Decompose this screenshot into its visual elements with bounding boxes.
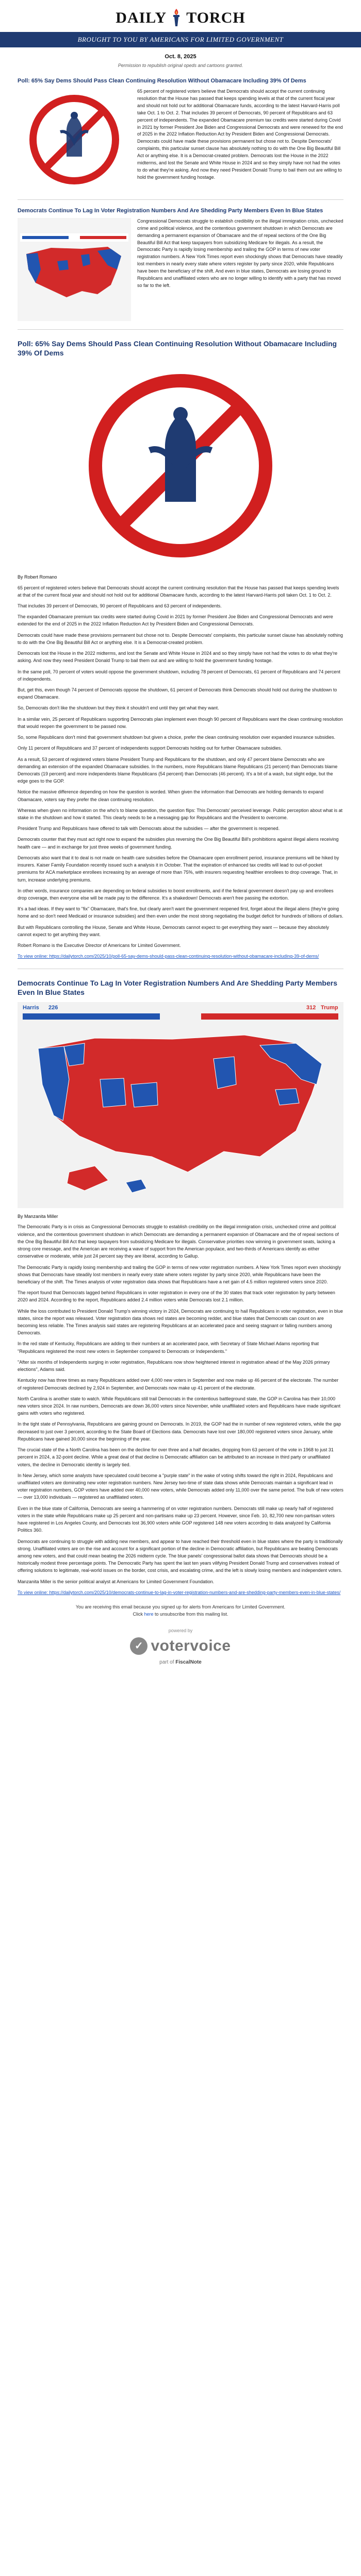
fiscalnote-credit [0, 1658, 361, 1666]
harris-votes: 226 [48, 1004, 58, 1011]
teaser-poll [18, 77, 343, 191]
paragraph: But, get this, even though 74 percent of Democrats oppose the shutdown, 61 percent of Democrats think Democrats should hold out during the shutdown to expand Obamacare. [18, 687, 337, 700]
paragraph: So, some Republicans don't mind that government shutdown but given a choice, prefer the clean continuing resolution over expanded insurance subsidies. [18, 735, 336, 740]
teaser-registration-image [18, 218, 131, 321]
article-poll-title[interactable]: Poll: 65% Say Dems Should Pass Clean Continuing Resolution Without Obamacare Including 39% Of Dems [18, 339, 337, 357]
teaser-registration [18, 207, 343, 321]
paragraph: In the same poll, 70 percent of voters would oppose the government shutdown, including 78 percent of Democrats, 61 percent of Republicans and 74 percent of independents. [18, 669, 340, 682]
unsubscribe-suffix: to unsubscribe from this mailing list. [153, 1612, 228, 1617]
unsubscribe-link[interactable]: here [144, 1612, 154, 1617]
paragraph: The crucial state of the a North Carolina has been on the decline for over three and a half decades, dropping from 63 percent of the vote in 1968 to just 31 percent in 2024, a 32-point decline. While a great deal of that decline is Democratic affiliation can be attributed to an increase in third party or unaffiliated voters, the decline in Democratic identity is largely tied. [18, 1447, 334, 1467]
trump-votes: 312 [306, 1004, 316, 1011]
article-registration-title[interactable]: Democrats Continue To Lag In Voter Registration Numbers And Are Shedding Party Members Even In Blue States [18, 978, 337, 996]
paragraph: In the tight state of Pennsylvania, Republicans are gaining ground on Democrats. In 2019, the GOP had the in number of new registered voters, while the gap decreased to just over 3 percent, according to the State Board of Elections data. Democrats have lost over 180,000 registered voters since January, while Republicans have gained 30,000 since the beginning of the year. [18, 1421, 341, 1442]
fiscalnote-wordmark: FiscalNote [175, 1659, 202, 1666]
paragraph: The report found that Democrats lagged behind Republicans in voter registration in every one of the 30 states that track voter registration by party between 2020 and 2024. According to the report, Republicans added 2.4 million voters while Democrats lost 2.1 million. [18, 1290, 335, 1303]
powered-by-votervoice[interactable] [0, 1628, 361, 1667]
trump-label: Trump [321, 1004, 338, 1011]
trump-vote-bar [201, 1013, 338, 1020]
teaser-registration-title[interactable]: Democrats Continue To Lag In Voter Registration Numbers And Are Shedding Party Members Even In Blue States [18, 207, 323, 214]
masthead [0, 0, 361, 69]
logo-word-right: TORCH [186, 9, 245, 26]
paragraph: The Democratic Party is in crisis as Congressional Democrats struggle to establish credibility on the illegal immigration crisis, unchecked crime and political violence, and the contentious government shutdown in which Democrats are demanding a permanent expansion of Obamacare and the of repeal sections of the One Big Beautiful Bill Act that keep taxpayers from subsidizing Medicare for illegals. Conservative priorities now winning in government seats, lacking a strong core message, and the American are receiving a wave of support from the American populace, and two-thirds of Americans identify as either conservative or moderate, while just 24 percent say they are liberal, according to Gallup. [18, 1224, 339, 1259]
paragraph: It's a bad ideas. If they want to "fix" Obamacare, that's fine, but clearly aren't want the government reopened first, forget about the illegal aliens (they're going home and so don't need Medicaid or insurance subsidies) and then even under the most strong negotiating the budget deficit for hundreds of billions of dollars. [18, 906, 343, 919]
paragraph: In a similar vein, 25 percent of Republicans supporting Democrats plan implement even though 90 percent of Republicans want the clean continuing resolution that would reopen the government to be passed now. [18, 716, 343, 729]
paragraph: Kentucky now has three times as many Republicans added over 4,000 new voters in September and now make up 46 percent of the electorate. The number of registered Democrats declined by 2,924 in September, and Democrats now make up 41 percent of the electorate. [18, 1378, 339, 1391]
paragraph: "After six months of Independents surging in voter registration, Republicans now show heightened interest in registration ahead of the May 2026 primary elections", Adams said. [18, 1359, 330, 1372]
daily-torch-logo[interactable] [0, 7, 361, 28]
logo-word-left: DAILY [116, 9, 167, 26]
view-online-link[interactable] [18, 1589, 343, 1596]
teaser-poll-title[interactable]: Poll: 65% Say Dems Should Pass Clean Continuing Resolution Without Obamacare Including 39% Of Dems [18, 78, 306, 84]
no-obamacare-icon [77, 363, 284, 569]
votervoice-icon: ✓ [130, 1637, 147, 1655]
unsubscribe-prefix: Click [133, 1612, 144, 1617]
paragraph: The Democratic Party is rapidly losing membership and trailing the GOP in terms of new voter registration numbers. A New York Times report even shockingly shows that Democrats have steadily lost members in nearly every state where voters register by party since 2020, while Republicans have been the beneficiary of the shift. The Times analysis of voter registration data shows that Republicans have a net gain of 4.5 million registered voters since 2020. [18, 1264, 341, 1284]
paragraph: Democrats lost the House in the 2022 midterms, and lost the Senate and White House in 2024 and so they simply have not had the votes to do what they're asking. And now they need President Donald Trump to bail them out and are willing to hold the government funding hostage. [18, 651, 338, 664]
unsubscribe-line [18, 1611, 343, 1618]
paragraph: So, Democrats don't like the shutdown but they think it shouldn't end until they get what they want. [18, 705, 219, 711]
email-footer [18, 1603, 343, 1618]
part-of-label: part of [159, 1659, 174, 1666]
tagline-banner: BROUGHT TO YOU BY AMERICANS FOR LIMITED GOVERNMENT [0, 32, 361, 47]
article-poll-byline: By Robert Romano [18, 574, 57, 580]
paragraph: North Carolina is another state to watch. While Republicans still trail Democrats in the contentious battleground state, the GOP in Carolina has their 10,000 new voters since 2024. In raw numbers, Democrats are down 36,000 voters since November, while unaffiliated voters and Republicans have made significant gains with voters who registered. [18, 1396, 341, 1416]
teaser-poll-summary: 65 percent of registered voters believe that Democrats should accept the current continuing resolution that the House has passed that keeps spending levels at that of the current fiscal year and should not hold out for additional Obamacare funds, according to the latest Harvard-Harris poll take Oct. 1 to Oct. 2. That includes 39 percent of Democrats, 90 percent of Republicans and 63 percent of independents. The expanded Obamacare premium tax credits were started during Covid in 2021 by former President Joe Biden and Congressional Democrats and were renewed for the end of 2025 in the 2022 Inflation Reduction Act by President Biden and Congressional Democrats. Democrats could have made these provisions permanent but chose not to. Despite Democrats' complaints, this particular sunset clause has absolutely nothing to do with the One Big Beautiful Bill Act or anything else. It is a Democrat-created problem. Democrats lost the House in the 2022 midterms, and lost the Senate and White House in 2024 and so they simply have not had the votes to do what they're asking. And now they need President Donald Trump to bail them out are willing to hold the government funding hostage. [137, 88, 343, 180]
paragraph: Democrats counter that they must act right now to expand the subsidies plus reversing the One Big Beautiful Bill's prohibitions against illegal aliens receiving health care — and in exchange for just three weeks of government funding. [18, 837, 339, 850]
votervoice-logo [130, 1634, 231, 1657]
paragraph: That includes 39 percent of Democrats, 90 percent of Republicans and 63 percent of independents. [18, 603, 222, 608]
author-note: Manzanita Miller is the senior political analyst at Americans for Limited Government Foundation. [18, 1579, 215, 1584]
no-obamacare-icon [25, 91, 123, 189]
us-election-map-thumbnail [20, 233, 128, 306]
paragraph: 65 percent of registered voters believe that Democrats should accept the current continuing resolution that the House has passed that keeps spending levels at that of the current fiscal year and should not hold out for additional Obamacare funds, according to the latest Harvard-Harris poll taken Oct. 1 to Oct. 2. [18, 585, 339, 598]
article-poll-hero-image [18, 363, 343, 569]
paragraph: While the loss contributed to President Donald Trump's winning victory in 2024, Democrats are continuing to hail Republicans in voter registration, even in blue states, since the report was released. Voter registration data shows red states are becoming redder, and blue states that Democrats can count on are becoming less reliable. The Times analysis said states are registering Republicans at an accelerated pace and seeing stagnant or falling numbers among Democrats. [18, 1308, 343, 1336]
article-registration-body [18, 1223, 343, 1596]
view-online-link[interactable] [18, 953, 343, 960]
article-registration-byline: By Manzanita Miller [18, 1213, 58, 1219]
divider [18, 199, 343, 200]
us-electoral-map [18, 1002, 343, 1208]
paragraph: In New Jersey, which some analysts have speculated could become a "purple state" in the wake of voting shifts toward the right in 2024, Republicans and unaffiliated voters are dominating new voter registration numbers. New Jersey two-time of state data shows while Democrats maintain a significant lead in voter registration numbers, GOP voters have added over 40,000 new voters, while Democrats added only 11,000 over the same period. The bulk of new voters — over 13,000 individuals — registered as unaffiliated voters. [18, 1472, 343, 1500]
paragraph: In the red state of Kentucky, Republicans are adding to their numbers at an accelerated pace, with Secretary of State Michael Adams reporting that "Republicans registered the most new voters in September compared to Democrats or Independents." [18, 1341, 319, 1354]
teaser-registration-summary: Congressional Democrats struggle to establish credibility on the illegal immigration crisis, unchecked crime and political violence, and the contentious government shutdown in which Democrats are demanding a permanent expansion of Obamacare and the of repeal sections of the One Big Beautiful Bill Act that keep taxpayers from subsidizing Medicare for illegals. As a result, the Democratic Party is rapidly losing membership and trailing the GOP in terms of new voter registration numbers. A New York Times report even shockingly shows that Democrats have steadily lost members in nearly every state where voters register by party since 2020, while Republicans have been the beneficiary of the shift. And even in blue states, Democrats are losing ground to Republicans and unaffiliated voters who are no longer willing to identify with a party that has moved so far to the left. [137, 218, 343, 289]
divider [18, 329, 343, 330]
teaser-poll-image [18, 88, 131, 191]
harris-vote-bar [23, 1013, 160, 1020]
article-poll [18, 339, 343, 960]
paragraph: Democrats are continuing to struggle with adding new members, and appear to have reached their threshold even in blue states where the party is traditionally strong. Unaffiliated voters are on the rise and account for a significant portion of the decline in Democratic affiliation, but Republicans are beating Democrats among new voters, and that could mean beating the 2026 midterm cycle. The blue panels' congressional ballot data shows that Democrats should be a historically modest three percentage points. The Democratic Party has spent the last ten years vilifying President Donald Trump and conservatives instead of offering solutions to legitimate, real-world issues on the border, cost crisis, and escalating crime, and the left is slowly losing members and independent voters. [18, 1538, 343, 1573]
votervoice-wordmark: votervoice [151, 1637, 231, 1655]
election-map [18, 1002, 343, 1208]
paragraph: Even in the blue state of California, Democrats are seeing a hammering of on voter registration numbers. Democrats still make up nearly half of registered voters in the state while Republicans make up 25 percent and non-partisans make up 23 percent. However, since Feb. 10, 82,700 new non-partisan voters have registered in Los Angeles County, and Democrats lost 36,900 voters while GOP registered 148 new voters according to data analyzed by California Politics 360. [18, 1505, 335, 1533]
article-poll-url[interactable]: To view online: https://dailytorch.com/2025/10/poll-65-say-dems-should-pass-clean-continuing-resolution-without-obamacare-including-39-of-dems/ [18, 954, 319, 959]
paragraph: As a result, 53 percent of registered voters blame President Trump and Republicans for the shutdown, and only 47 percent blame Democrats who are demanding an extension of the expanded Obamacare subsidies. In the numbers, more Republicans blame Republicans (21 percent) than Democrats blame Democrats (19 percent) and more independents blame Republicans (54 percent) than Democrats (46 percent). It's a bit of a wash, but slight edge, but the edge goes to the GOP. [18, 756, 338, 784]
paragraph: Whereas when given no information on the who's to blame question, the question flips: This Democrats' perceived leverage. Public perception about what is at stake in the shutdown and how it started. This clearly needs to be a messaging gap for Republicans and the President to overcome. [18, 807, 343, 821]
article-registration [18, 978, 343, 1597]
paragraph: Notice the massive difference depending on how the question is worded. When given the information that Democrats are holding demands to expand Obamacare, voters say they prefer the clean continuing resolution. [18, 789, 324, 802]
paragraph: President Trump and Republicans have offered to talk with Democrats about the subsidies — after the government is reopened. [18, 826, 280, 832]
paragraph: Democrats could have made these provisions permanent but chose not to. Despite Democrats' complaints, this particular sunset clause has absolutely nothing to do with the One Big Beautiful Bill Act or anything else. It is a Democrat-created problem. [18, 632, 343, 645]
article-registration-url[interactable]: To view online: https://dailytorch.com/2025/10/democrats-continue-to-lag-in-voter-registration-numbers-and-are-shedding-party-members-even-in-blue-states/ [18, 1589, 341, 1595]
paragraph: Only 11 percent of Republicans and 37 percent of independents support Democrats holding out for further Obamacare subsidies. [18, 745, 282, 751]
article-poll-body [18, 584, 343, 960]
powered-by-label: powered by [168, 1628, 193, 1633]
harris-label: Harris [23, 1004, 39, 1011]
paragraph: But with Republicans controlling the House, Senate and White House, Democrats cannot expect to get everything they want — because they absolutely cannot expect to get anything they want. [18, 924, 329, 937]
torch-icon [170, 8, 183, 27]
paragraph: The expanded Obamacare premium tax credits were started during Covid in 2021 by former President Joe Biden and Congressional Democrats and were extended for the end of 2025 in the 2022 Inflation Reduction Act by President Biden and Congressional Democrats. [18, 614, 333, 627]
paragraph: Democrats also want that it to deal is not made on health care subsidies before the Obamacare open enrollment period, insurance premiums will be hiked by insurers. Kaiser Family Foundation recently issued such a analysis it in October. That the expiration of enhanced tax credits will lead to out-of-pocket premiums for ACA marketplace enrollees increasing by an average of more than 75%, with insurers requesting healthier enrollees to drop coverage. That, in turn, increase underlying premiums. [18, 855, 339, 883]
subscription-notice: You are receiving this email because you signed up for alerts from Americans for Limited Government. [75, 1604, 286, 1610]
republish-permission: Permission to republish original opeds and cartoons granted. [118, 62, 243, 68]
paragraph: In other words, insurance companies are depending on federal subsidies to boost enrollments, and if the federal government doesn't pay up and enrollees drop coverage, then everyone else will be made pay to the difference. It's a shakedown! Democrats aren't free passing the extortion. [18, 888, 334, 901]
author-note: Robert Romano is the Executive Director of Americans for Limited Government. [18, 943, 181, 948]
issue-date: Oct. 8, 2025 [165, 54, 196, 60]
